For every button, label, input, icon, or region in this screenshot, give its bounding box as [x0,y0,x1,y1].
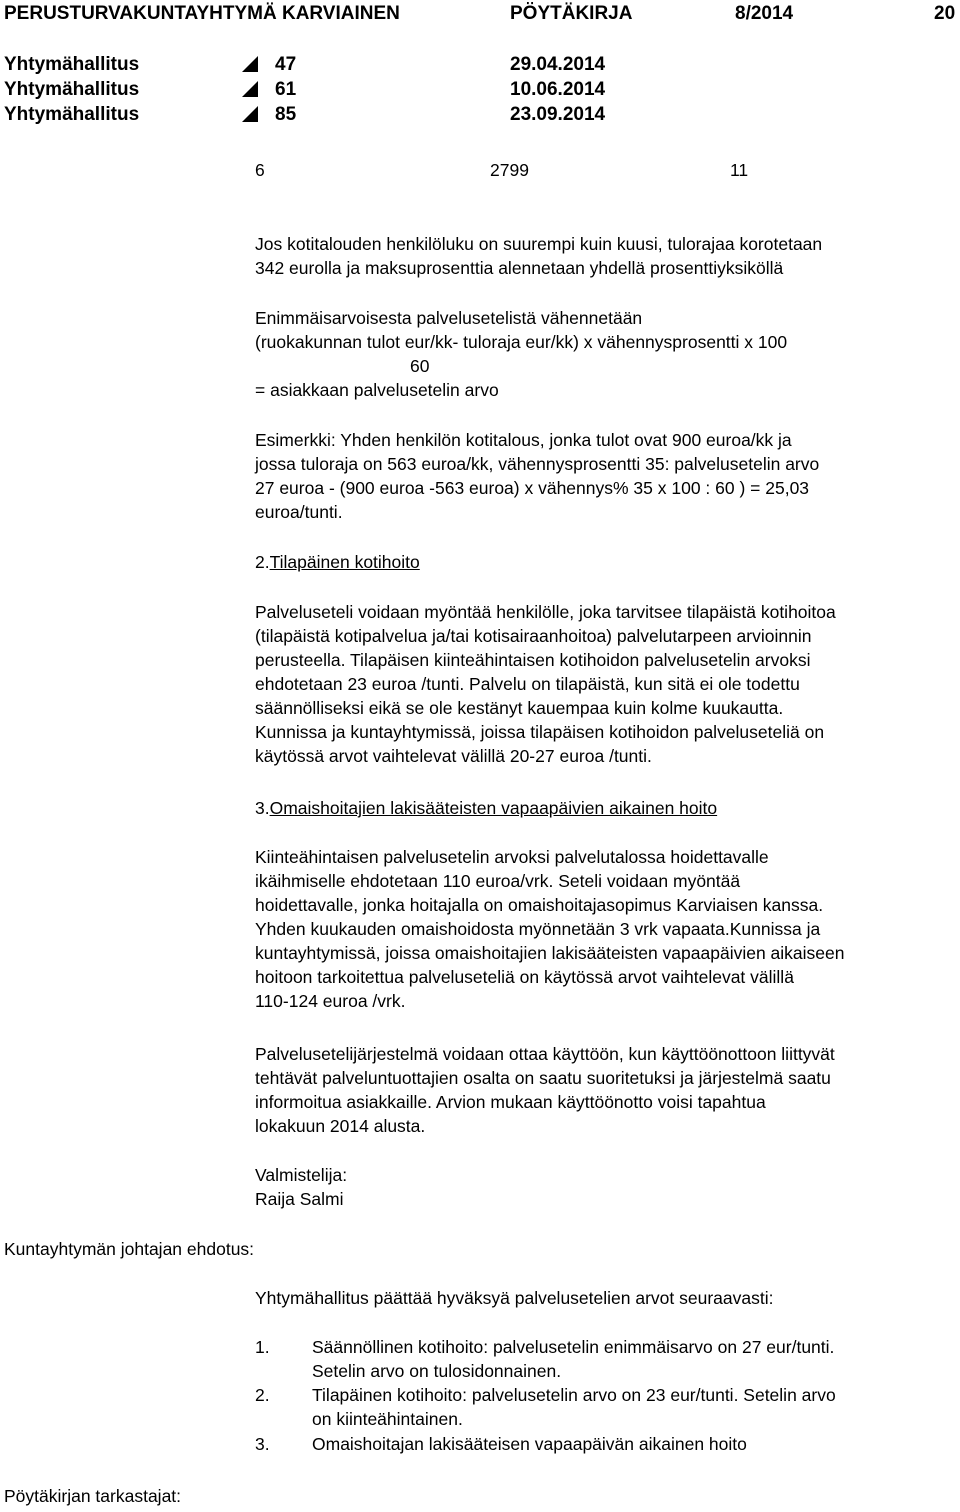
text-line: jossa tuloraja on 563 euroa/kk, vähennysprosentti 35: palvelusetelin arvo [255,454,820,474]
household-size-paragraph [255,232,960,280]
text-line: (ruokakunnan tulot eur/kk- tuloraja eur/kk) x vähennysprosentti x 100 [255,332,788,352]
text-line: euroa/tunti. [255,502,343,522]
table-cell: 6 [255,160,265,180]
text-line: 342 eurolla ja maksuprosenttia alennetaan yhdellä prosenttiyksiköllä [255,258,784,278]
proposal-list [255,1335,960,1465]
text-line: kuntayhtymissä, joissa omaishoitajien lakisääteisten vapaapäivien aikaiseen [255,943,845,963]
list-number: 1. [255,1337,270,1357]
meeting-date: 23.09.2014 [510,104,606,125]
text-line: Jos kotitalouden henkilöluku on suurempi kuin kuusi, tulorajaa korotetaan [255,234,823,254]
example-paragraph [255,428,960,524]
text-line: lokakuun 2014 alusta. [255,1116,426,1136]
text-line: käytössä arvot vaihtelevat välillä 20-27 euroa /tunti. [255,746,652,766]
text-line: perusteella. Tilapäisen kiinteähintaisen kotihoidon palvelusetelin arvoksi [255,650,811,670]
section-number: 2. [255,552,270,572]
section-title: Omaishoitajien lakisääteisten vapaapäivien aikainen hoito [269,798,718,818]
arrow-marker-icon [240,104,260,124]
arrow-marker-icon [240,54,260,74]
text-line: ehdotetaan 23 euroa /tunti. Palvelu on tilapäistä, kun sitä ei ole todettu [255,674,800,694]
text-line: Tilapäinen kotihoito: palvelusetelin arvo on 23 eur/tunti. Setelin arvo [312,1385,836,1405]
text-line: Yhden kuukauden omaishoidosta myönnetään 3 vrk vapaata.Kunnissa ja [255,919,821,939]
text-line: 110-124 euroa /vrk. [255,991,406,1011]
page-number: 20 [934,3,956,24]
section-title: Tilapäinen kotihoito [269,552,420,572]
text-line: on kiinteähintainen. [312,1409,463,1429]
list-number: 2. [255,1385,270,1405]
section-3-body [255,845,960,1013]
preparer-block [255,1163,960,1211]
preparer-label: Valmistelija: [255,1165,348,1185]
meeting-body: Yhtymähallitus [4,54,140,75]
text-line: hoidettavalle, jonka hoitajalla on omaishoitajasopimus Karviaisen kanssa. [255,895,824,915]
meeting-section: 47 [275,54,297,75]
text-line: Esimerkki: Yhden henkilön kotitalous, jonka tulot ovat 900 euroa/kk ja [255,430,792,450]
document-type: PÖYTÄKIRJA [510,3,633,24]
table-cell: 11 [730,160,749,180]
text-line: informoitua asiakkaille. Arvion mukaan käyttöönotto voisi tapahtua [255,1092,766,1112]
formula-denominator: 60 [410,356,430,376]
meeting-body: Yhtymähallitus [4,104,140,125]
text-line: Yhtymähallitus päättää hyväksyä palvelusetelien arvot seuraavasti: [255,1288,774,1308]
section-number: 3. [255,798,270,818]
text-line: = asiakkaan palvelusetelin arvo [255,380,499,400]
text-line: hoitoon tarkoitettua palveluseteliä on käytössä arvot vaihtelevat välillä [255,967,794,987]
meeting-date: 29.04.2014 [510,54,606,75]
system-rollout-paragraph [255,1042,960,1138]
text-line: Säännöllinen kotihoito: palvelusetelin enimmäisarvo on 27 eur/tunti. [312,1337,835,1357]
text-line: Omaishoitajan lakisääteisen vapaapäivän aikainen hoito [312,1434,747,1454]
reviewers-label: Pöytäkirjan tarkastajat: [4,1486,182,1506]
text-line: 27 euroa - (900 euroa -563 euroa) x vähennys% 35 x 100 : 60 ) = 25,03 [255,478,810,498]
meeting-section: 85 [275,104,297,125]
preparer-name: Raija Salmi [255,1189,344,1209]
proposal-intro [255,1286,960,1310]
meeting-section: 61 [275,79,297,100]
text-line: Setelin arvo on tulosidonnainen. [312,1361,562,1381]
text-line: Kunnissa ja kuntayhtymissä, joissa tilapäisen kotihoidon palveluseteliä on [255,722,825,742]
document-number: 8/2014 [735,3,794,24]
meeting-body: Yhtymähallitus [4,79,140,100]
formula-block [255,306,960,402]
section-2-body [255,600,960,768]
text-line: Kiinteähintaisen palvelusetelin arvoksi palvelutalossa hoidettavalle [255,847,769,867]
text-line: (tilapäistä kotipalvelua ja/tai kotisairaanhoitoa) palvelutarpeen arvioinnin [255,626,812,646]
text-line: Palvelusetelijärjestelmä voidaan ottaa käyttöön, kun käyttöönottoon liittyvät [255,1044,835,1064]
arrow-marker-icon [240,79,260,99]
proposal-label: Kuntayhtymän johtajan ehdotus: [4,1239,255,1259]
section-2-heading [255,550,960,574]
section-3-heading [255,796,960,820]
text-line: Palveluseteli voidaan myöntää henkilölle, joka tarvitsee tilapäistä kotihoitoa [255,602,836,622]
text-line: ikäihmiselle ehdotetaan 110 euroa/vrk. Seteli voidaan myöntää [255,871,741,891]
text-line: tehtävät palveluntuottajien osalta on saatu suoritetuksi ja järjestelmä saatu [255,1068,831,1088]
text-line: Enimmäisarvoisesta palvelusetelistä vähennetään [255,308,643,328]
meeting-date: 10.06.2014 [510,79,606,100]
organization-name: PERUSTURVAKUNTAYHTYMÄ KARVIAINEN [4,3,400,24]
list-number: 3. [255,1434,270,1454]
text-line: säännölliseksi eikä se ole kestänyt kauempaa kuin kolme kuukautta. [255,698,784,718]
table-cell: 2799 [490,160,529,180]
